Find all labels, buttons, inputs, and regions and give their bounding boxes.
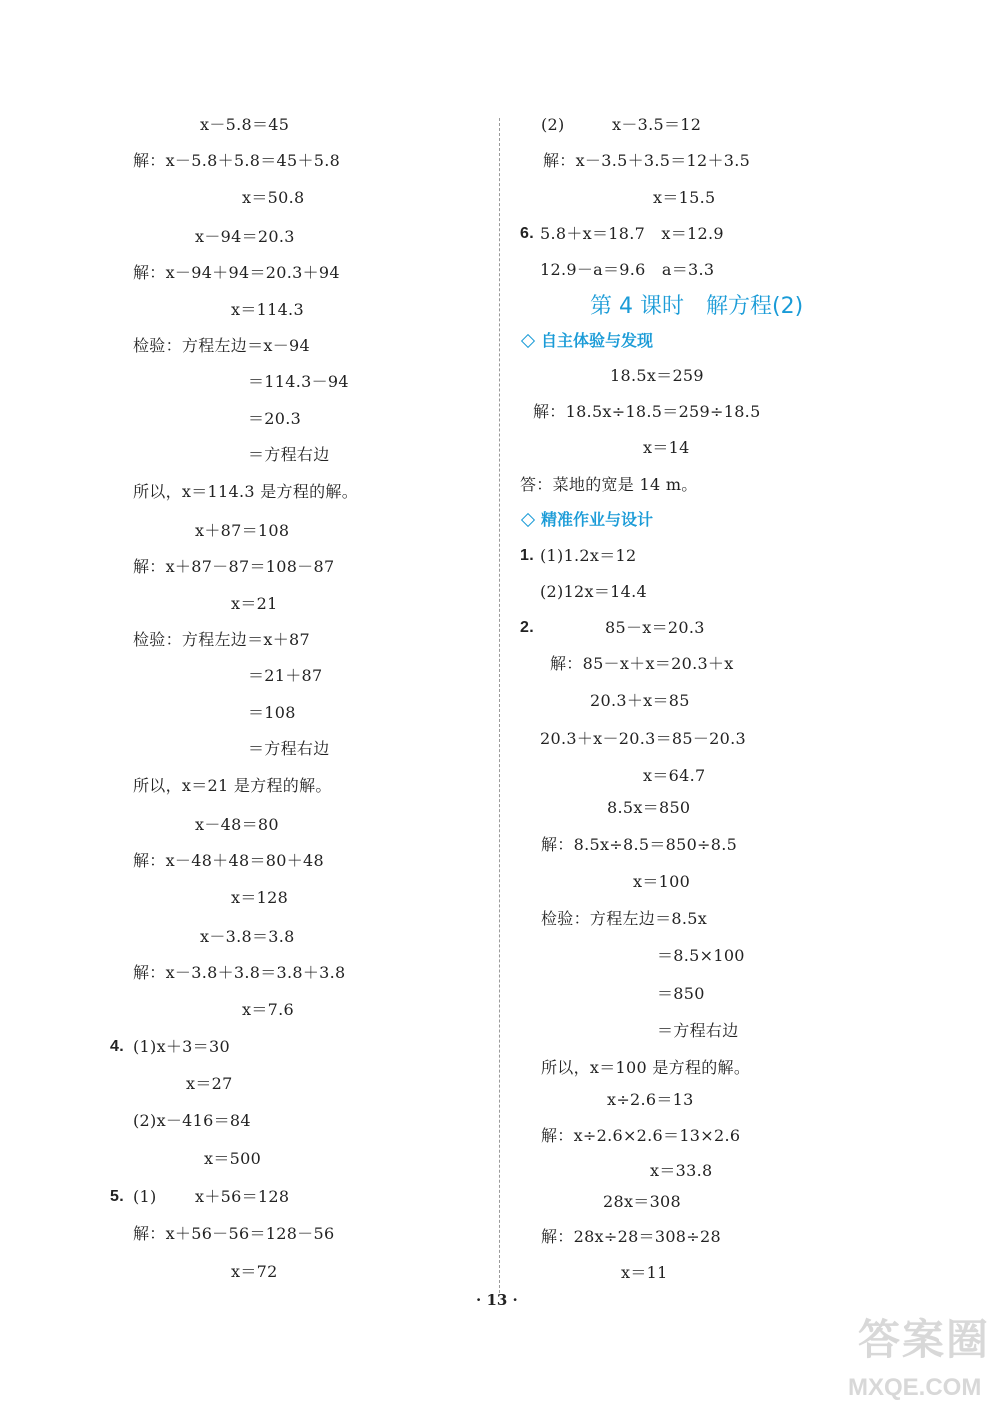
equation-line: 12.9－a＝9.6 a＝3.3 (540, 260, 715, 279)
equation-line: 8.5x＝850 (607, 798, 691, 817)
equation-line: x－94＝20.3 (195, 227, 295, 246)
result-line: x＝114.3 (231, 300, 304, 319)
equation-line: (2)12x＝14.4 (540, 582, 647, 601)
solution-line: 解：8.5x÷8.5＝850÷8.5 (541, 835, 738, 854)
answer-line: 答：菜地的宽是 14 m。 (520, 475, 698, 494)
check-line: ＝21＋87 (248, 666, 323, 685)
equation-line: x－3.5＝12 (612, 115, 702, 134)
equation-line: 20.3＋x＝85 (590, 691, 690, 710)
result-line: x＝72 (231, 1262, 278, 1281)
watermark-text: 答案圈 (858, 1316, 991, 1363)
equation-line: (1)1.2x＝12 (540, 546, 637, 565)
check-line: ＝8.5×100 (657, 946, 745, 965)
equation-line: 5.8＋x＝18.7 x＝12.9 (540, 224, 724, 243)
conclusion-line: 所以，x＝21 是方程的解。 (133, 776, 332, 795)
result-line: x＝15.5 (653, 188, 716, 207)
check-line: ＝20.3 (248, 409, 302, 428)
solution-line: 解：18.5x÷18.5＝259÷18.5 (533, 402, 761, 421)
question-number: 1. (520, 547, 534, 564)
equation-line: x－5.8＝45 (200, 115, 290, 134)
conclusion-line: 所以，x＝100 是方程的解。 (541, 1058, 751, 1077)
solution-line: 解：x－3.5＋3.5＝12＋3.5 (543, 151, 751, 170)
equation-line: 28x＝308 (603, 1192, 682, 1211)
solution-line: 解：85－x＋x＝20.3＋x (550, 654, 734, 673)
solution-line: 解：x＋56－56＝128－56 (133, 1224, 335, 1243)
equation-line: x－3.8＝3.8 (200, 927, 295, 946)
equation-line: (2)x－416＝84 (133, 1111, 251, 1130)
solution-line: 解：x÷2.6×2.6＝13×2.6 (541, 1126, 741, 1145)
diamond-icon (521, 333, 535, 347)
result-line: x＝500 (204, 1149, 262, 1168)
equation-line: 85－x＝20.3 (605, 618, 705, 637)
solution-line: 解：28x÷28＝308÷28 (541, 1227, 721, 1246)
section-heading: 精准作业与设计 (520, 510, 653, 530)
section-heading: 自主体验与发现 (520, 331, 653, 351)
result-line: x＝100 (633, 872, 691, 891)
sub-question-label: (2) (541, 115, 565, 134)
equation-line: x－48＝80 (195, 815, 279, 834)
check-line: 检验：方程左边＝x＋87 (133, 630, 310, 649)
solution-line: 解：x－5.8＋5.8＝45＋5.8 (133, 151, 341, 170)
result-line: x＝21 (231, 594, 278, 613)
result-line: x＝7.6 (242, 1000, 294, 1019)
diamond-icon (521, 512, 535, 526)
result-line: x＝27 (186, 1074, 233, 1093)
column-divider (499, 118, 500, 1293)
sub-question-label: (1) (133, 1187, 157, 1206)
conclusion-line: 所以，x＝114.3 是方程的解。 (133, 482, 359, 501)
check-line: ＝108 (248, 703, 296, 722)
check-line: ＝850 (657, 984, 705, 1003)
question-number: 4. (110, 1038, 124, 1055)
question-number: 5. (110, 1188, 124, 1205)
check-line: 检验：方程左边＝x－94 (133, 336, 310, 355)
result-line: x＝64.7 (643, 766, 706, 785)
result-line: x＝14 (643, 438, 690, 457)
check-line: ＝114.3－94 (248, 372, 349, 391)
check-line: 检验：方程左边＝8.5x (541, 909, 708, 928)
check-line: ＝方程右边 (657, 1021, 739, 1040)
solution-line: 解：x－48＋48＝80＋48 (133, 851, 324, 870)
solution-line: 解：x＋87－87＝108－87 (133, 557, 335, 576)
question-number: 2. (520, 619, 534, 636)
equation-line: (1)x＋3＝30 (133, 1037, 230, 1056)
equation-line: 20.3＋x－20.3＝85－20.3 (540, 729, 746, 748)
question-number: 6. (520, 225, 534, 242)
check-line: ＝方程右边 (248, 739, 330, 758)
equation-line: 18.5x＝259 (610, 366, 704, 385)
equation-line: x＋87＝108 (195, 521, 290, 540)
equation-line: x÷2.6＝13 (607, 1090, 694, 1109)
lesson-title: 第 4 课时 解方程(2) (590, 294, 804, 319)
result-line: x＝128 (231, 888, 289, 907)
equation-line: x＋56＝128 (195, 1187, 290, 1206)
result-line: x＝11 (621, 1263, 668, 1282)
watermark-url: MXQE.COM (848, 1374, 982, 1401)
result-line: x＝33.8 (650, 1161, 713, 1180)
watermark-logo (848, 1312, 993, 1407)
result-line: x＝50.8 (242, 188, 305, 207)
page-number: · 13 · (476, 1291, 518, 1309)
solution-line: 解：x－3.8＋3.8＝3.8＋3.8 (133, 963, 346, 982)
check-line: ＝方程右边 (248, 445, 330, 464)
solution-line: 解：x－94＋94＝20.3＋94 (133, 263, 340, 282)
